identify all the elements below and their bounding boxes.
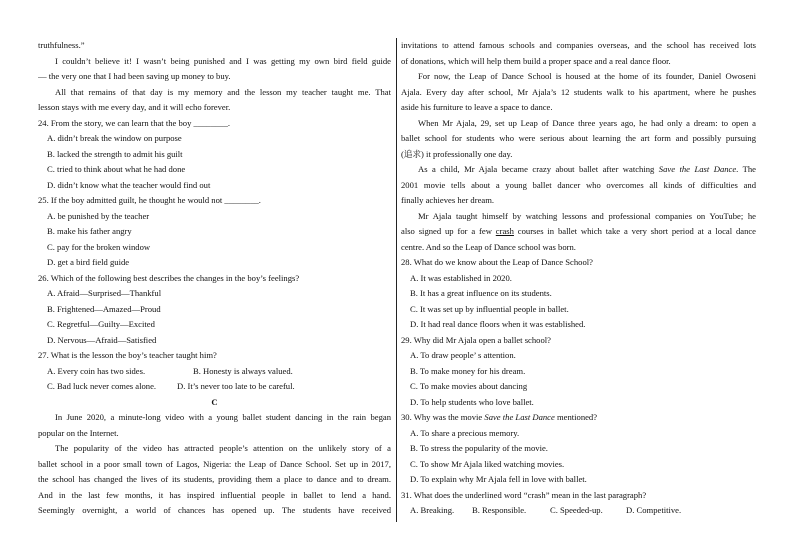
q28-option-b: B. It has a great influence on its students.	[410, 288, 552, 298]
para2-line-3: aside his furniture to leave a space to dance.	[401, 102, 553, 112]
question-31-stem: 31. What does the underlined word “crash” mean in the last paragraph?	[401, 489, 647, 500]
q28-option-a: A. It was established in 2020.	[410, 272, 512, 283]
q30-stem-before: 30. Why was the movie	[401, 412, 485, 422]
q25-option-d: D. get a bird field guide	[47, 257, 130, 267]
para5-line-2-after: courses in ballet which take a very short period at a local dance	[513, 226, 756, 236]
q26-option-b: B. Frightened—Amazed—Proud	[47, 303, 161, 314]
passage-c-line-4: ballet school in a poor small town of Lagos, Nigeria: the Leap of Dance School. Set up in 2017,	[38, 458, 391, 469]
q30-movie-title: Save the Last Dance	[484, 412, 555, 422]
passage-c-line-3: The popularity of the video has attracted people’s attention on the unlikely story of a	[55, 443, 391, 453]
q26-option-a: A. Afraid—Surprised—Thankful	[47, 288, 162, 298]
para4-line-3: finally achieves her dream.	[401, 195, 495, 205]
q24-option-b: B. lacked the strength to admit his guilt	[47, 148, 183, 159]
q27-option-a: A. Every coin has two sides.	[47, 365, 146, 376]
para5-line-1: Mr Ajala taught himself by watching lessons and professional companies on YouTube; he	[418, 210, 756, 221]
q25-option-c: C. pay for the broken window	[47, 241, 151, 252]
movie-title: Save the Last Dance	[658, 164, 737, 174]
para3-line-1: When Mr Ajala, 29, set up Leap of Dance three years ago, he had only a dream: to open a	[418, 117, 756, 128]
q31-option-b: B. Responsible.	[472, 505, 527, 515]
q31-options-row	[401, 503, 756, 519]
question-26-stem: 26. Which of the following best describes the changes in the boy’s feelings?	[38, 272, 300, 283]
q30-option-a: A. To share a precious memory.	[410, 427, 520, 438]
passage-c-line-7: Seemingly overnight, a world of chances has opened up. The students have received	[38, 505, 391, 515]
q26-option-d: D. Nervous—Afraid—Satisfied	[47, 334, 157, 345]
right-column	[401, 38, 756, 519]
para5-line-2	[401, 224, 756, 240]
q31-option-d: D. Competitive.	[626, 505, 682, 515]
question-30-stem	[401, 410, 756, 426]
q27-option-c: C. Bad luck never comes alone.	[47, 381, 157, 391]
q30-stem-after: mentioned?	[554, 412, 598, 422]
para4-line-1	[401, 162, 756, 178]
q30-option-c: C. To show Mr Ajala liked watching movies.	[410, 458, 565, 469]
story-line-1: truthfulness.”	[38, 40, 85, 50]
question-27-stem: 27. What is the lesson the boy’s teacher taught him?	[38, 350, 217, 360]
q28-option-d: D. It had real dance floors when it was established.	[410, 319, 586, 329]
column-divider	[396, 38, 397, 522]
para1-line-2: of donations, which will help them build a proper space and a real dance floor.	[401, 55, 671, 66]
para4-line-2: 2001 movie tells about a young ballet dancer who overcomes all kinds of difficulties and	[401, 179, 756, 190]
q31-option-c: C. Speeded-up.	[550, 505, 603, 515]
q29-option-b: B. To make money for his dream.	[410, 365, 526, 376]
q27-row-2	[38, 379, 391, 395]
para3-line-3: (追求) it professionally one day.	[401, 148, 513, 159]
q28-option-c: C. It was set up by influential people in ballet.	[410, 303, 569, 314]
question-28-stem: 28. What do we know about the Leap of Dance School?	[401, 257, 593, 267]
q25-option-b: B. make his father angry	[47, 226, 132, 236]
passage-c-line-2: popular on the Internet.	[38, 427, 119, 438]
q29-option-a: A. To draw people’ s attention.	[410, 350, 516, 360]
question-24-stem: 24. From the story, we can learn that the boy ________.	[38, 117, 231, 128]
story-line-5: lesson stays with me every day, and it will echo forever.	[38, 102, 231, 112]
para5-line-2-before: also signed up for a few	[401, 226, 496, 236]
q27-option-d: D. It’s never too late to be careful.	[177, 381, 295, 391]
q29-option-d: D. To help students who love ballet.	[410, 396, 534, 407]
para3-line-2: ballet school for students who were serious about learning the art form and possibly pursuing	[401, 133, 756, 143]
passage-c-line-5: the school has changed the lives of its students, providing them a place to dance and to dream.	[38, 474, 391, 484]
q31-option-a: A. Breaking.	[410, 505, 455, 515]
question-29-stem: 29. Why did Mr Ajala open a ballet school?	[401, 334, 551, 345]
q24-option-c: C. tried to think about what he had done	[47, 164, 186, 174]
question-25-stem: 25. If the boy admitted guilt, he thought he would not ________.	[38, 195, 261, 205]
passage-c-heading: C	[211, 396, 218, 407]
q26-option-c: C. Regretful—Guilty—Excited	[47, 319, 155, 329]
story-line-3: — the very one that I had been saving up money to buy.	[38, 71, 231, 81]
para5-line-3: centre. And so the Leap of Dance school was born.	[401, 241, 576, 252]
q27-row-1	[38, 364, 391, 380]
passage-c-line-6: And in the last few months, it has inspired influential people in ballet to lend a hand.	[38, 489, 391, 500]
story-line-4: All that remains of that day is my memory and the lesson my teacher taught me. That	[55, 86, 391, 97]
q30-option-d: D. To explain why Mr Ajala fell in love with ballet.	[410, 474, 587, 484]
para2-line-2: Ajala. Every day after school, Mr Ajala’s 12 students walk to his apartment, where he pushes	[401, 86, 756, 97]
left-column	[38, 38, 391, 519]
story-line-2: I couldn’t believe it! I wasn’t being punished and I was getting my own bird field guide	[55, 55, 391, 66]
q29-option-c: C. To make movies about dancing	[410, 381, 528, 391]
q24-option-d: D. didn’t know what the teacher would find out	[47, 179, 211, 190]
passage-c-line-1: In June 2020, a minute-long video with a young ballet student dancing in the rain began	[55, 412, 391, 422]
q25-option-a: A. be punished by the teacher	[47, 210, 150, 221]
para2-line-1: For now, the Leap of Dance School is housed at the home of its founder, Daniel Owoseni	[418, 71, 756, 81]
q30-option-b: B. To stress the popularity of the movie.	[410, 443, 548, 453]
q24-option-a: A. didn’t break the window on purpose	[47, 133, 182, 143]
para4-line-1-after: . The	[736, 164, 756, 174]
q27-option-b: B. Honesty is always valued.	[193, 365, 293, 376]
para4-line-1-before: As a child, Mr Ajala became crazy about ballet after watching	[418, 164, 659, 174]
underlined-word-crash: crash	[495, 226, 514, 236]
para1-line-1: invitations to attend famous schools and companies overseas, and the school has received lots	[401, 40, 756, 50]
